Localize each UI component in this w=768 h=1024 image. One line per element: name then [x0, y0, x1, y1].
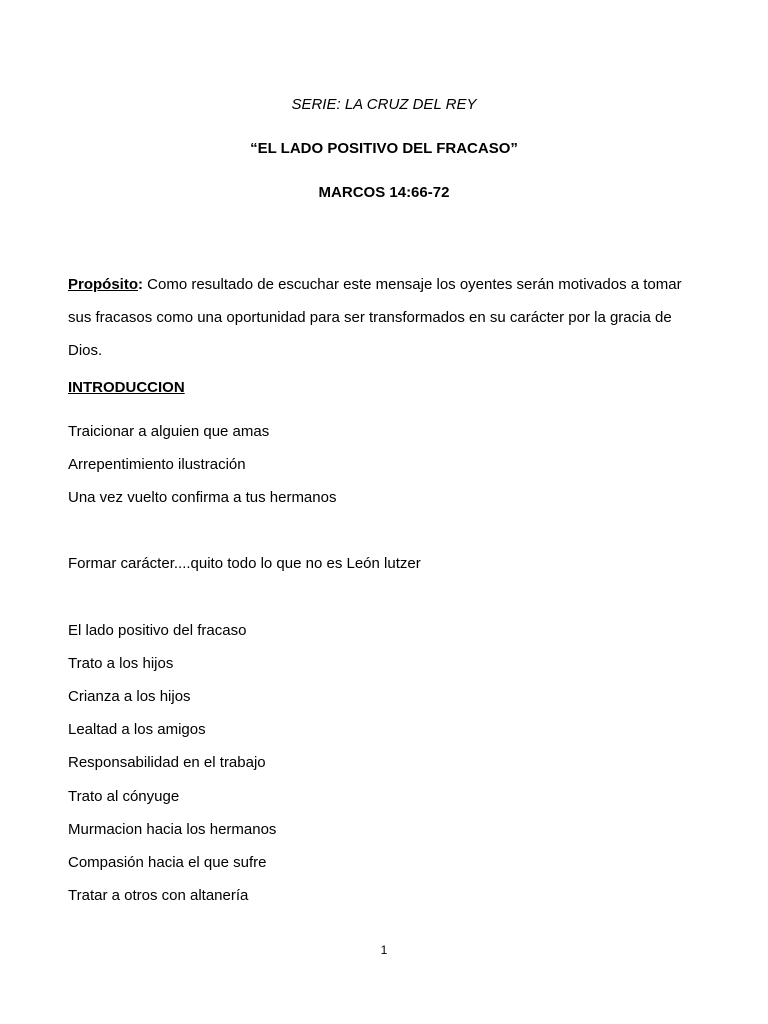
series-title: SERIE: LA CRUZ DEL REY	[291, 96, 477, 113]
list-line: Crianza a los hijos	[68, 688, 191, 705]
character-line: Formar carácter....quito todo lo que no es León lutzer	[68, 555, 421, 572]
list-line: Compasión hacia el que sufre	[68, 854, 267, 871]
list-line: Responsabilidad en el trabajo	[68, 754, 266, 771]
purpose-paragraph	[68, 268, 708, 367]
intro-line: Una vez vuelto confirma a tus hermanos	[68, 489, 337, 506]
intro-line: Traicionar a alguien que amas	[68, 423, 270, 440]
sermon-title: “EL LADO POSITIVO DEL FRACASO”	[250, 140, 518, 157]
list-line: Lealtad a los amigos	[68, 721, 206, 738]
scripture-reference: MARCOS 14:66-72	[318, 184, 450, 201]
purpose-label: Propósito	[68, 276, 138, 293]
purpose-colon: :	[138, 276, 143, 293]
list-line: El lado positivo del fracaso	[68, 622, 247, 639]
introduction-heading: INTRODUCCION	[68, 379, 185, 396]
page-number: 1	[380, 943, 388, 957]
intro-line: Arrepentimiento ilustración	[68, 456, 246, 473]
list-line: Trato a los hijos	[68, 655, 174, 672]
purpose-text: Como resultado de escuchar este mensaje los oyentes serán motivados a tomar sus fracasos como una oportunidad para ser transformados en su carácter por la gracia de Dios.	[68, 276, 682, 359]
list-line: Tratar a otros con altanería	[68, 887, 249, 904]
list-line: Murmacion hacia los hermanos	[68, 821, 277, 838]
list-line: Trato al cónyuge	[68, 788, 180, 805]
